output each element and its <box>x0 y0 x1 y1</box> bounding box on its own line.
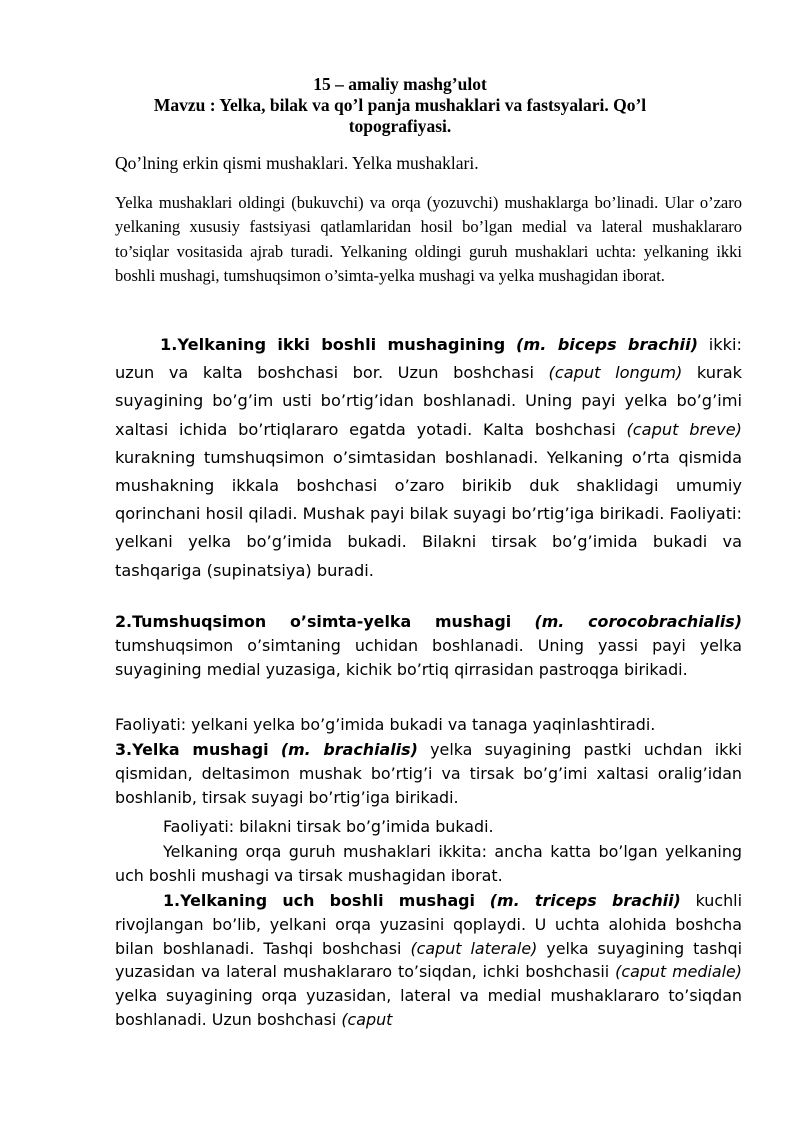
biceps-text-3: kurakning tumshuqsimon o’simtasidan boshlanadi. Yelkaning o’rta qismida mushakning ikkala boshchasi o’zaro birikib duk shaklidagi umumiy qorinchani hosil qiladi. Mushak payi bilak suyagi bo’rtig’iga birikadi. Faoliyati: yelkani yelka bo’g’imida bukadi. Bilakni tirsak bo’g’imida bukadi va tashqariga (supinatsiya) buradi. <box>115 447 742 580</box>
triceps-text-2: yelka suyagining tashqi yuzasidan va lateral mushaklararo to’siqdan, ichki boshchasii <box>115 938 742 982</box>
brachialis-heading: 3.Yelka mushagi <box>115 740 269 759</box>
topic-title: Mavzu : Yelka, bilak va qo’l panja mushaklari va fastsyalari. Qo’l topografiyasi. <box>153 95 647 136</box>
triceps-paragraph <box>115 889 742 1032</box>
biceps-latin-short: (caput breve) <box>626 419 742 439</box>
brachialis-function: Faoliyati: bilakni tirsak bo’g’imida bukadi. <box>163 817 494 836</box>
document-title <box>115 74 685 137</box>
coracobrachialis-text: tumshuqsimon o’simtaning uchidan boshlanadi. Uning yassi payi yelka suyagining medial yuzasiga, kichik bo’rtiq qirrasidan pastroqga birikadi. <box>115 635 742 679</box>
posterior-group-paragraph: Yelkaning orqa guruh mushaklari ikkita: ancha katta bo’lgan yelkaning uch boshli mushagi va tirsak mushagidan iborat. <box>115 842 742 885</box>
coracobrachialis-latin: (m. corocobrachialis) <box>534 612 742 631</box>
intro-paragraph: Yelka mushaklari oldingi (bukuvchi) va orqa (yozuvchi) mushaklarga bo’linadi. Ular o’zaro yelkaning xususiy fastsiyasi qatlamlaridan hosil bo’lgan medial va lateral mushaklararo to’siqlar vositasida ajrab turadi. Yelkaning oldingi guruh mushaklari uchta: yelkaning ikki boshli mushagi, tumshuqsimon o’simta-yelka mushagi va yelka mushagidan iborat. <box>115 193 742 286</box>
brachialis-text: yelka suyagining pastki uchdan ikki qismidan, deltasimon mushak bo’rtig’i va tirsak bo’g’imi xaltasi oralig’idan boshlanib, tirsak suyagi bo’rtig’iga birikadi. <box>115 740 742 807</box>
coracobrachialis-heading: 2.Tumshuqsimon o’simta-yelka mushagi <box>115 612 512 631</box>
biceps-text-1: ikki: uzun va kalta boshchasi bor. Uzun boshchasi <box>115 335 743 383</box>
triceps-text-1: kuchli rivojlangan bo’lib, yelkani orqa yuzasini qoplaydi. U uchta alohida boshcha bilan boshlanadi. Tashqi boshchasi <box>115 891 743 958</box>
brachialis-latin: (m. brachialis) <box>280 740 418 759</box>
triceps-latin: (m. triceps brachii) <box>489 891 681 910</box>
triceps-latin-long: (caput <box>341 1009 393 1029</box>
biceps-latin-long: (caput longum) <box>548 363 683 383</box>
triceps-text-3: yelka suyagining orqa yuzasidan, lateral va medial mushaklararo to’siqdan boshlanadi. Uzun boshchasi <box>115 986 742 1029</box>
triceps-latin-lateral: (caput laterale) <box>410 938 538 958</box>
triceps-latin-medial: (caput mediale) <box>615 962 743 982</box>
coracobrachialis-paragraph <box>115 610 742 681</box>
biceps-text-2: kurak suyagining bo’g’im usti bo’rtig’idan boshlanadi. Uning payi yelka bo’g’imi xaltasi ichida bo’rtiqlararo egatda yotadi. Kalta boshchasi <box>115 363 743 439</box>
biceps-latin: (m. biceps brachii) <box>516 335 699 354</box>
biceps-heading: 1.Yelkaning ikki boshli mushagining <box>160 335 506 354</box>
brachialis-paragraph <box>115 738 742 809</box>
lesson-number: 15 – amaliy mashg’ulot <box>313 74 487 94</box>
section-subtitle: Qo’lning erkin qismi mushaklari. Yelka mushaklari. <box>115 153 479 173</box>
biceps-paragraph <box>115 331 742 585</box>
triceps-heading: 1.Yelkaning uch boshli mushagi <box>163 891 475 910</box>
coracobrachialis-function: Faoliyati: yelkani yelka bo’g’imida bukadi va tanaga yaqinlashtiradi. <box>115 715 656 734</box>
